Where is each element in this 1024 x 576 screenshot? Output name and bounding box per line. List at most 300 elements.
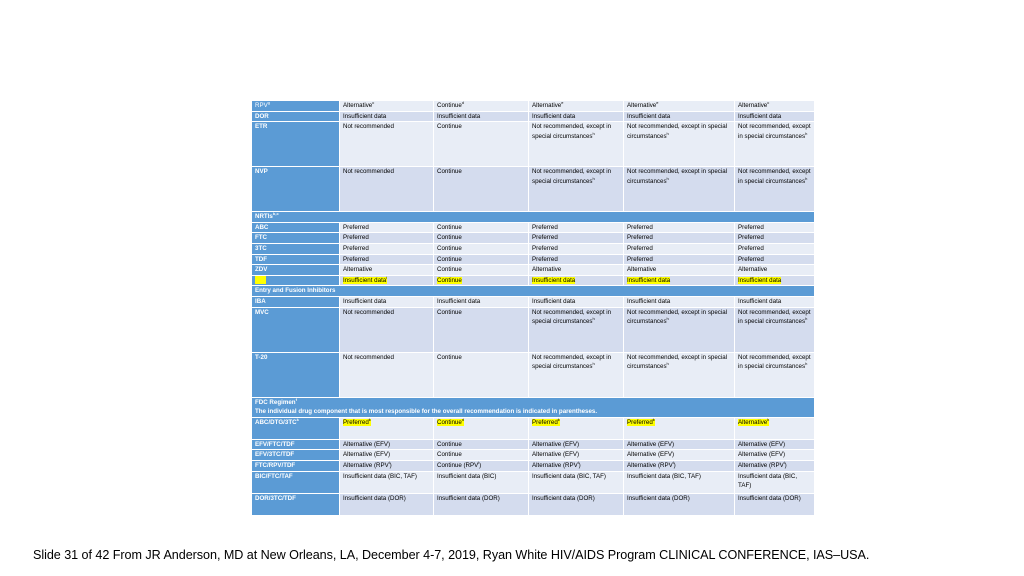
footnote-marker: e — [656, 100, 659, 105]
cell-content — [532, 298, 575, 305]
table-cell-col-5 — [735, 233, 815, 244]
cell-text: Insufficient data (BIC, TAF) — [627, 472, 701, 480]
cell-text: Preferred — [627, 418, 653, 426]
table-cell-col-5 — [735, 460, 815, 471]
cell-content — [343, 266, 372, 273]
row-label-text: TDF — [255, 255, 268, 263]
table-cell-col-5 — [735, 307, 815, 352]
cell-text: Continue — [437, 266, 462, 274]
table-cell-col-3 — [529, 101, 624, 112]
cell-content — [532, 266, 561, 273]
row-label-text: ETR — [255, 123, 268, 131]
cell-text: Continue — [437, 308, 462, 316]
section-header-row — [252, 286, 815, 297]
table-cell-col-4 — [624, 111, 735, 122]
cell-text: Alternative — [343, 102, 373, 109]
cell-text: Insufficient data — [532, 297, 576, 305]
row-label — [252, 233, 340, 244]
cell-text-suffix: ) — [784, 461, 787, 469]
cell-content — [437, 462, 481, 469]
table-cell-col-2 — [434, 122, 529, 167]
table-cell-col-2 — [434, 439, 529, 450]
cell-text: Alternative — [627, 102, 657, 109]
cell-text-suffix: ) — [578, 461, 581, 469]
cell-text: Continue — [437, 123, 462, 131]
table-cell-col-2 — [434, 352, 529, 397]
cell-text: Alternative — [532, 102, 562, 109]
footnote-marker: b,c — [272, 211, 279, 217]
table-cell-col-2 — [434, 307, 529, 352]
cell-text: Alternative (RPV — [738, 461, 784, 469]
table-cell-col-3 — [529, 275, 624, 286]
cell-content — [627, 256, 653, 263]
section-title: FDC Regimen — [255, 398, 296, 406]
cell-text: Insufficient data — [437, 297, 481, 305]
table-cell-col-3 — [529, 352, 624, 397]
table-cell-col-2 — [434, 222, 529, 233]
row-label — [252, 471, 340, 493]
table-row — [252, 471, 815, 493]
cell-content — [738, 224, 764, 231]
cell-text: Continue — [437, 223, 462, 231]
table-cell-col-1 — [340, 167, 434, 212]
table-row — [252, 460, 815, 471]
table-cell-col-4 — [624, 233, 735, 244]
cell-content — [738, 419, 769, 426]
cell-text: Not recommended, except in special circumstances — [738, 123, 811, 140]
row-label-text: ZDV — [255, 266, 268, 274]
cell-text: Insufficient data — [437, 112, 481, 120]
cell-content — [437, 266, 462, 273]
table-row — [252, 122, 815, 167]
cell-content — [437, 419, 464, 426]
cell-content — [343, 441, 390, 448]
table-cell-col-5 — [735, 493, 815, 515]
cell-text: Not recommended, except in special circumstances — [627, 308, 728, 326]
cell-content — [738, 451, 785, 458]
table-row — [252, 167, 815, 212]
table-cell-col-5 — [735, 111, 815, 122]
table-cell-col-1 — [340, 101, 434, 112]
footnote-marker: k — [652, 417, 655, 422]
cell-text: Alternative — [738, 266, 768, 274]
table-cell-col-5 — [735, 296, 815, 307]
cell-text: Preferred — [532, 244, 558, 252]
table-row — [252, 493, 815, 515]
cell-text-suffix: ) — [479, 461, 482, 469]
cell-text: Preferred — [343, 244, 369, 252]
footnote-marker: h — [592, 316, 595, 322]
table-cell-col-3 — [529, 111, 624, 122]
table-cell-col-3 — [529, 122, 624, 167]
cell-content — [627, 451, 674, 458]
table-cell-col-3 — [529, 243, 624, 254]
row-label — [252, 439, 340, 450]
row-label — [252, 352, 340, 397]
cell-text: Alternative — [343, 266, 373, 274]
cell-text: Insufficient data — [738, 112, 782, 120]
cell-content — [437, 102, 464, 109]
row-label-text: ABC — [255, 223, 269, 231]
table-row — [252, 307, 815, 352]
cell-content — [343, 113, 386, 120]
cell-text: Alternative (RPV — [627, 461, 673, 469]
cell-text: Not recommended, except in special circumstances — [738, 308, 811, 326]
table-cell-col-2 — [434, 111, 529, 122]
cell-content — [532, 354, 611, 371]
row-label — [252, 417, 340, 439]
table-cell-col-1 — [340, 460, 434, 471]
cell-content — [343, 298, 386, 305]
cell-content — [738, 495, 801, 502]
table-row — [252, 352, 815, 397]
fdc-header-row — [252, 397, 815, 417]
cell-content — [532, 309, 611, 326]
row-label — [252, 265, 340, 276]
highlight-marker — [255, 276, 266, 284]
table-cell-col-4 — [624, 450, 735, 461]
row-label — [252, 296, 340, 307]
table-row — [252, 254, 815, 265]
cell-content — [343, 354, 394, 361]
cell-text: Continue — [437, 102, 462, 109]
cell-content — [532, 441, 579, 448]
cell-text: Alternative (RPV — [343, 461, 389, 469]
cell-text: Continue — [437, 234, 462, 242]
table-row — [252, 439, 815, 450]
footnote-marker: l — [388, 460, 390, 465]
table-cell-col-4 — [624, 122, 735, 167]
table-cell-col-3 — [529, 439, 624, 450]
table-cell-col-3 — [529, 296, 624, 307]
table-cell-col-5 — [735, 352, 815, 397]
cell-text: Alternative (EFV) — [738, 451, 786, 459]
row-label — [252, 450, 340, 461]
cell-content — [437, 256, 462, 263]
row-label-text: EFV/FTC/TDF — [255, 440, 295, 448]
table-cell-col-1 — [340, 265, 434, 276]
cell-text: Alternative (EFV) — [532, 451, 580, 459]
table-cell-col-5 — [735, 222, 815, 233]
table-row — [252, 275, 815, 286]
table-cell-col-3 — [529, 417, 624, 439]
cell-content — [627, 102, 658, 109]
cell-content — [627, 298, 670, 305]
cell-content — [627, 419, 655, 426]
cell-content — [627, 309, 727, 326]
table-cell-col-2 — [434, 460, 529, 471]
table-cell-col-2 — [434, 167, 529, 212]
table-cell-col-1 — [340, 307, 434, 352]
cell-text: Insufficient data (DOR) — [627, 494, 690, 502]
cell-content — [343, 309, 394, 316]
cell-text: Not recommended, except in special circumstances — [532, 353, 612, 371]
cell-content — [627, 266, 656, 273]
cell-text: Continue — [437, 353, 462, 361]
cell-content — [738, 256, 764, 263]
cell-text: Insufficient data — [532, 276, 576, 284]
table-row — [252, 243, 815, 254]
table-cell-col-3 — [529, 450, 624, 461]
footnote-marker: h — [666, 130, 669, 136]
cell-content — [532, 495, 595, 502]
cell-content — [738, 234, 764, 241]
footnote-marker: l — [478, 460, 480, 465]
cell-content — [627, 123, 727, 140]
cell-text: Alternative — [532, 266, 562, 274]
table-cell-col-4 — [624, 265, 735, 276]
cell-text: Alternative (EFV) — [627, 451, 675, 459]
cell-text: Preferred — [343, 255, 369, 263]
cell-content — [627, 234, 653, 241]
cell-text: Insufficient data (DOR) — [738, 494, 801, 502]
table-cell-col-5 — [735, 254, 815, 265]
cell-content — [738, 102, 769, 109]
table-cell-col-4 — [624, 243, 735, 254]
row-label-text: FTC — [255, 234, 268, 242]
section-label — [252, 397, 815, 417]
cell-content — [738, 245, 764, 252]
cell-text: Preferred — [627, 244, 653, 252]
row-label-text: 3TC — [255, 244, 267, 252]
cell-text: Insufficient data — [627, 112, 671, 120]
footnote-marker: h — [805, 316, 808, 322]
cell-text: Preferred — [627, 255, 653, 263]
cell-content — [437, 113, 480, 120]
table-row — [252, 222, 815, 233]
cell-text: Preferred — [627, 234, 653, 242]
table-cell-col-1 — [340, 233, 434, 244]
table-cell-col-2 — [434, 275, 529, 286]
footnote-marker: f — [295, 397, 297, 402]
table-cell-col-2 — [434, 254, 529, 265]
cell-text: Preferred — [738, 244, 764, 252]
footnote-marker: l — [783, 460, 785, 465]
cell-text: Insufficient data (BIC, TAF) — [343, 472, 417, 480]
row-label — [252, 111, 340, 122]
cell-content — [343, 473, 417, 480]
footnote-marker: c — [767, 100, 770, 105]
cell-text: Preferred — [532, 255, 558, 263]
table-cell-col-4 — [624, 275, 735, 286]
cell-text: Not recommended — [343, 168, 394, 176]
cell-content — [343, 495, 406, 502]
row-label — [252, 167, 340, 212]
footnote-marker: h — [805, 361, 808, 367]
row-label-text: T-20 — [255, 353, 268, 361]
cell-text: Not recommended, except in special circumstances — [532, 308, 612, 326]
table-cell-col-3 — [529, 167, 624, 212]
cell-text: Insufficient data (DOR) — [343, 494, 406, 502]
table-cell-col-5 — [735, 450, 815, 461]
table-cell-col-3 — [529, 265, 624, 276]
table-cell-col-3 — [529, 307, 624, 352]
table-cell-col-5 — [735, 417, 815, 439]
table-cell-col-5 — [735, 265, 815, 276]
cell-text: Preferred — [627, 223, 653, 231]
footnote-marker: g — [267, 100, 270, 105]
cell-text: Alternative — [738, 418, 768, 426]
row-label — [252, 243, 340, 254]
cell-content — [437, 168, 462, 175]
cell-content — [738, 441, 785, 448]
footnote-marker: h — [592, 175, 595, 181]
table-cell-col-4 — [624, 439, 735, 450]
table-cell-col-1 — [340, 243, 434, 254]
cell-content — [532, 419, 560, 426]
cell-content — [343, 123, 394, 130]
cell-text: Continue (RPV — [437, 461, 479, 469]
cell-text: Insufficient data — [627, 276, 671, 284]
cell-content — [343, 462, 392, 469]
cell-content — [437, 123, 462, 130]
cell-text: Alternative (EFV) — [738, 440, 786, 448]
table-cell-col-1 — [340, 450, 434, 461]
row-label-text: RPV — [255, 102, 268, 109]
cell-content — [343, 224, 369, 231]
cell-text: Not recommended, except in special circumstances — [532, 168, 612, 185]
cell-content — [738, 354, 811, 371]
row-label — [252, 122, 340, 167]
footnote-marker: d — [461, 100, 465, 105]
cell-content — [738, 462, 787, 469]
table-cell-col-3 — [529, 222, 624, 233]
table-cell-col-3 — [529, 254, 624, 265]
cell-text: Not recommended, except in special circumstances — [738, 168, 811, 185]
cell-content — [343, 419, 371, 426]
row-label — [252, 307, 340, 352]
cell-content — [532, 256, 558, 263]
cell-text: Alternative — [738, 102, 768, 109]
table-cell-col-4 — [624, 167, 735, 212]
table-cell-col-1 — [340, 222, 434, 233]
cell-text: Preferred — [532, 234, 558, 242]
table-cell-col-1 — [340, 111, 434, 122]
row-label — [252, 101, 340, 112]
cell-text: Continue — [437, 440, 462, 448]
cell-content — [627, 441, 674, 448]
cell-text: Insufficient data — [532, 112, 576, 120]
cell-text: Insufficient data (DOR) — [532, 494, 595, 502]
table-row — [252, 296, 815, 307]
cell-content — [738, 473, 797, 490]
footnote-marker: h — [805, 130, 808, 136]
cell-content — [343, 256, 369, 263]
table-cell-col-1 — [340, 439, 434, 450]
cell-content — [627, 168, 727, 185]
table-cell-col-4 — [624, 307, 735, 352]
cell-content — [532, 224, 558, 231]
cell-text: Continue — [437, 418, 462, 426]
table-cell-col-1 — [340, 122, 434, 167]
section-header-row — [252, 212, 815, 223]
cell-text: Not recommended — [343, 353, 394, 361]
cell-text: Insufficient data — [738, 276, 782, 284]
table-cell-col-4 — [624, 101, 735, 112]
table-cell-col-2 — [434, 243, 529, 254]
cell-content — [343, 245, 369, 252]
cell-content — [437, 234, 462, 241]
cell-text: Alternative (RPV — [532, 461, 578, 469]
row-label-text: DOR — [255, 112, 269, 120]
cell-text: Continue — [437, 168, 462, 176]
footnote-marker: l — [672, 460, 674, 465]
footnote-marker: h — [592, 130, 595, 136]
table-row — [252, 417, 815, 439]
cell-text: Not recommended — [343, 123, 394, 131]
slide-caption: Slide 31 of 42 From JR Anderson, MD at New Orleans, LA, December 4-7, 2019, Ryan White HIV/AIDS Program CLINICAL CONFERENCE, IAS–USA. — [33, 548, 870, 562]
footnote-marker: k — [296, 417, 299, 422]
cell-text: Preferred — [343, 223, 369, 231]
table-cell-col-2 — [434, 471, 529, 493]
cell-content — [437, 224, 462, 231]
table-cell-col-2 — [434, 233, 529, 244]
cell-text: Insufficient data (BIC, TAF) — [532, 472, 606, 480]
footnote-marker: h — [666, 361, 669, 367]
table-cell-col-5 — [735, 471, 815, 493]
table-cell-col-2 — [434, 265, 529, 276]
cell-content — [437, 277, 462, 284]
cell-content — [437, 354, 462, 361]
cell-content — [738, 266, 767, 273]
cell-text: Not recommended, except in special circumstances — [627, 353, 728, 371]
footnote-marker: k — [368, 417, 371, 422]
cell-content — [532, 168, 611, 185]
table-body — [252, 101, 815, 516]
table-cell-col-5 — [735, 275, 815, 286]
table-cell-col-1 — [340, 471, 434, 493]
table-cell-col-5 — [735, 243, 815, 254]
table-cell-col-5 — [735, 101, 815, 112]
cell-content — [627, 113, 670, 120]
cell-text: Insufficient data — [343, 112, 387, 120]
cell-content — [738, 168, 811, 185]
cell-content — [532, 102, 563, 109]
footnote-marker: l — [577, 460, 579, 465]
table-cell-col-2 — [434, 417, 529, 439]
table-row — [252, 233, 815, 244]
row-label-text: IBA — [255, 297, 266, 305]
table-cell-col-5 — [735, 122, 815, 167]
cell-content — [738, 123, 811, 140]
cell-content — [738, 298, 781, 305]
row-label — [252, 254, 340, 265]
footnote-marker: c — [372, 100, 375, 105]
cell-text: Preferred — [343, 234, 369, 242]
cell-text: Preferred — [532, 418, 558, 426]
cell-text: Continue — [437, 451, 462, 459]
cell-content — [738, 113, 781, 120]
cell-content — [343, 277, 387, 284]
cell-text: Alternative (EFV) — [627, 440, 675, 448]
cell-text: Preferred — [738, 223, 764, 231]
cell-content — [627, 224, 653, 231]
cell-text: Not recommended — [343, 308, 394, 316]
cell-text: Insufficient data — [343, 276, 387, 284]
cell-text: Alternative (EFV) — [343, 440, 391, 448]
cell-content — [437, 298, 480, 305]
table-cell-col-2 — [434, 296, 529, 307]
table-cell-col-1 — [340, 296, 434, 307]
cell-content — [532, 113, 575, 120]
table-cell-col-5 — [735, 167, 815, 212]
cell-text: Alternative (EFV) — [532, 440, 580, 448]
cell-content — [627, 245, 653, 252]
table-row — [252, 450, 815, 461]
table-row — [252, 265, 815, 276]
table-cell-col-4 — [624, 296, 735, 307]
cell-content — [532, 234, 558, 241]
